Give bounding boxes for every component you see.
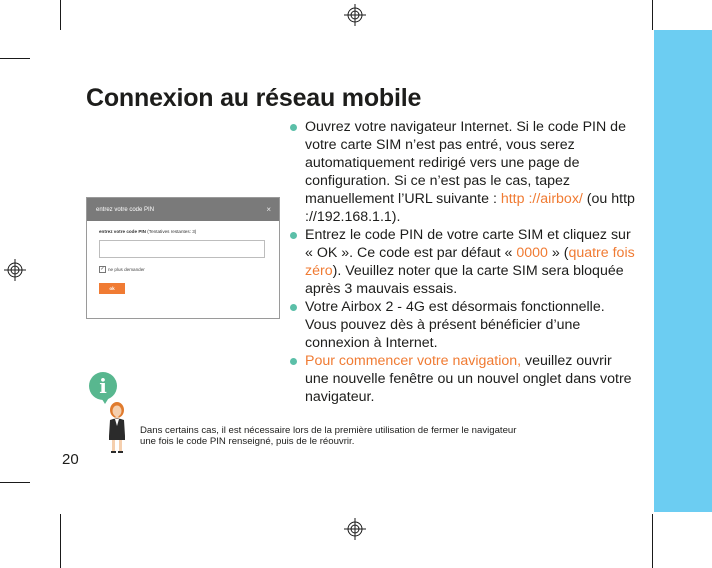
crop-mark [0,482,30,483]
registration-mark-icon [344,518,366,540]
note-line-2: une fois le code PIN renseigné, puis de le réouvrir. [140,436,355,447]
instruction-list [290,118,636,406]
info-icon: i [89,372,117,400]
step-2-part1: Entrez le code PIN de votre carte SIM et cliquez sur « OK ». Ce code est par défaut « [305,227,631,261]
step-4-highlight: Pour commencer votre navigation, [305,353,522,369]
remember-checkbox[interactable]: ✓ [100,266,105,272]
info-note [140,425,610,447]
remember-row [99,266,267,273]
step-1-text: Ouvrez votre navigateur Internet. Si le code PIN de votre carte SIM n’est pas entré, vous serez automatiquement redirigé vers une page de configuration. Si ce n’est pas le cas, tapez manuellement l’URL suivante : [305,119,626,207]
default-pin-words: quatre fois zéro [305,245,635,279]
crop-mark [0,58,30,59]
pin-label-attempts: (Tentatives restantes: 3) [145,229,197,234]
pin-label [99,229,267,234]
pin-dialog [86,197,280,319]
bullet-icon [290,232,297,239]
crop-mark [60,0,61,30]
dialog-body [87,221,279,302]
registration-mark-icon [4,259,26,281]
page-number: 20 [62,451,79,468]
list-item [290,226,636,298]
woman-figure-icon [104,398,130,454]
remember-label: ne plus demander [108,267,145,272]
step-4-text: veuillez ouvrir une nouvelle fenêtre ou un nouvel onglet dans votre navigateur. [305,353,632,405]
ok-button[interactable]: ok [99,283,125,294]
bullet-icon [290,358,297,365]
step-3-text: Votre Airbox 2 - 4G est désormais fonctionnelle. Vous pouvez dès à présent bénéficier d’une connexion à Internet. [305,299,605,351]
step-2-part2: » ( [547,245,569,261]
pin-label-bold: entrez votre code PIN [99,229,146,234]
list-item [290,352,636,406]
registration-mark-icon [344,4,366,26]
close-icon[interactable]: × [266,205,271,214]
step-1-after: (ou http ://192.168.1.1). [305,191,635,225]
dialog-header [87,198,279,221]
dialog-title: entrez votre code PIN [96,206,155,213]
list-item [290,298,636,352]
airbox-link[interactable]: http ://airbox/ [500,191,583,207]
crop-mark [60,514,61,568]
list-item [290,118,636,226]
crop-mark [652,0,653,30]
note-line-1: Dans certains cas, il est nécessaire lors de la première utilisation de fermer le navigateur [140,425,517,436]
side-tab [654,30,712,512]
bullet-icon [290,304,297,311]
crop-mark [652,514,653,568]
step-2-part3: ). Veuillez noter que la carte SIM sera bloquée après 3 mauvais essais. [305,263,624,297]
page-title: Connexion au réseau mobile [86,84,422,112]
pin-input[interactable] [99,240,265,258]
bullet-icon [290,124,297,131]
default-pin-code: 0000 [516,245,548,261]
